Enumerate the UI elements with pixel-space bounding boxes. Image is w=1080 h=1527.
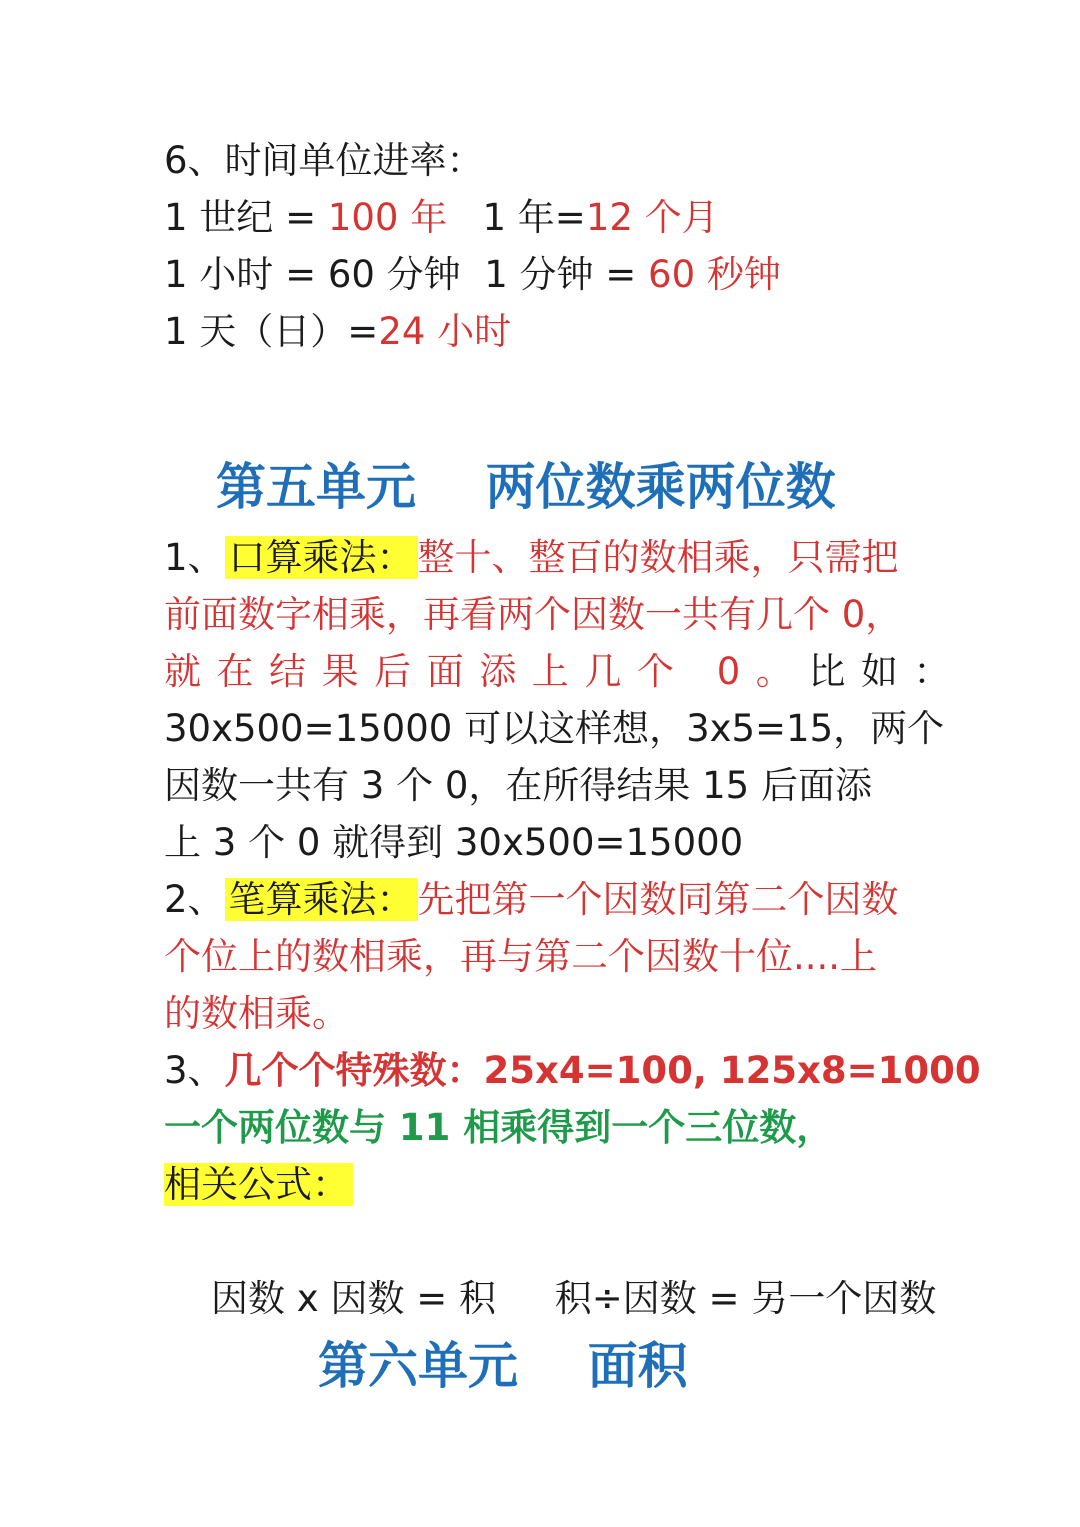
item2-number: 2、 (164, 878, 225, 921)
minute-value: 60 秒钟 (648, 253, 781, 296)
formula-label-line (164, 1156, 924, 1213)
item1-example-3: 上 3 个 0 就得到 30x500=15000 (164, 821, 744, 864)
formula-text: 因数 x 因数 = 积 积÷因数 = 另一个因数 (211, 1277, 937, 1320)
item1-red-text-2: 前面数字相乘，再看两个因数一共有几个 0， (164, 593, 903, 636)
formula-label: 相关公式： (164, 1163, 353, 1206)
item1-line-5 (164, 757, 924, 814)
item1-example-2: 因数一共有 3 个 0，在所得结果 15 后面添 (164, 764, 872, 807)
section6-line-3 (164, 303, 924, 360)
item2-line-1 (164, 871, 924, 928)
unit6-heading: 第六单元 面积 (318, 1337, 688, 1395)
item1-red-text-3: 就在结果后面添上几个 0。 (164, 650, 809, 693)
item3-number: 3、 (164, 1049, 225, 1092)
century-value: 100 年 (327, 196, 448, 239)
hour-minute-label: 1 小时 = 60 分钟 1 分钟 = (164, 253, 649, 296)
section6-line-2 (164, 246, 924, 303)
century-label: 1 世纪 = (164, 196, 328, 239)
item1-label: 口算乘法： (225, 536, 418, 579)
item3-special-numbers: 几个个特殊数：25x4=100, 125x8=1000 (224, 1049, 981, 1092)
day-label: 1 天（日）= (164, 310, 379, 353)
section6-title-text: 6、时间单位进率： (164, 139, 484, 182)
item1-line-3 (164, 643, 966, 700)
item2-red-text-2: 个位上的数相乘，再与第二个因数十位....上 (164, 935, 878, 978)
item1-line-6 (164, 814, 924, 871)
item1-line-1 (164, 529, 924, 586)
day-value: 24 小时 (378, 310, 512, 353)
item3-line-2 (164, 1099, 924, 1156)
item2-red-text-1: 先把第一个因数同第二个因数 (417, 878, 899, 921)
item2-label: 笔算乘法： (225, 878, 418, 921)
item3-line-1 (164, 1042, 981, 1099)
item2-line-2 (164, 928, 924, 985)
item1-example-1: 30x500=15000 可以这样想，3x5=15，两个 (164, 707, 945, 750)
section6-line-1 (164, 189, 924, 246)
year-value: 12 个月 (585, 196, 719, 239)
section6-title (164, 132, 924, 189)
item1-red-text-1: 整十、整百的数相乘，只需把 (417, 536, 899, 579)
item1-number: 1、 (164, 536, 225, 579)
item1-line-2 (164, 586, 924, 643)
year-label: 1 年= (447, 196, 586, 239)
item2-line-3 (164, 985, 924, 1042)
item3-green-text: 一个两位数与 11 相乘得到一个三位数， (164, 1106, 834, 1149)
item1-line-4 (164, 700, 945, 757)
item2-red-text-3: 的数相乘。 (164, 992, 349, 1035)
item1-example-intro: 比如： (808, 650, 966, 693)
unit5-heading: 第五单元 两位数乘两位数 (216, 458, 836, 516)
